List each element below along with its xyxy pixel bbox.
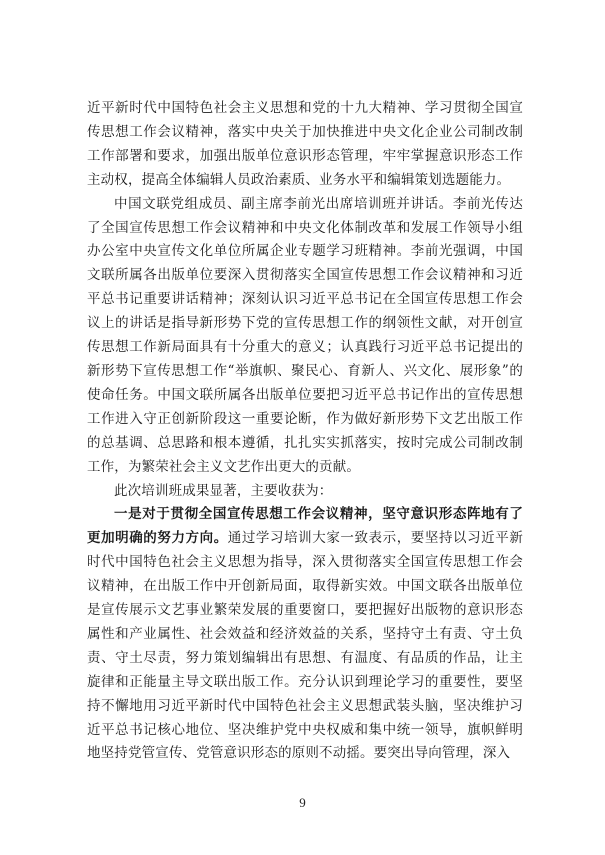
paragraph-4 bbox=[87, 503, 523, 766]
body-text bbox=[87, 97, 523, 766]
paragraph-text: 近平新时代中国特色社会主义思想和党的十九大精神、学习贯彻全国宣传思想工作会议精神，落实中央关于加快推进中央文化企业公司制改制工作部署和要求，加强出版单位意识形态管理，牢牢掌握意识形态工作主动权，提高全体编辑人员政治素质、业务水平和编辑策划选题能力。 bbox=[87, 100, 523, 188]
paragraph-text: 此次培训班成果显著，主要收获为： bbox=[114, 482, 333, 499]
paragraph-2 bbox=[87, 193, 523, 480]
paragraph-3 bbox=[87, 480, 523, 504]
paragraph-1 bbox=[87, 97, 523, 193]
paragraph-text: 通过学习培训大家一致表示，要坚持以习近平新时代中国特色社会主义思想为指导，深入贯彻落实全国宣传思想工作会议精神，在出版工作中开创新局面，取得新实效。中国文联各出版单位是宣传展示文艺事业繁荣发展的重要窗口，要把握好出版物的意识形态属性和产业属性、社会效益和经济效益的关系，坚持守土有责、守土负责、守土尽责，努力策划编辑出有思想、有温度、有品质的作品，让主旋律和正能量主导文联出版工作。充分认识到理论学习的重要性，要坚持不懈地用习近平新时代中国特色社会主义思想武装头脑，坚决维护习近平总书记核心地位、坚决维护党中央权威和集中统一领导，旗帜鲜明地坚持党管宣传、党管意识形态的原则不动摇。要突出导向管理，深入 bbox=[87, 530, 523, 762]
paragraph-text: 中国文联党组成员、副主席李前光出席培训班并讲话。李前光传达了全国宣传思想工作会议精神和中央文化体制改革和发展工作领导小组办公室中央宣传文化单位所属企业专题学习班精神。李前光强调，中国文联所属各出版单位要深入贯彻落实全国宣传思想工作会议精神和习近平总书记重要讲话精神；深刻认识习近平总书记在全国宣传思想工作会议上的讲话是指导新形势下党的宣传思想工作的纲领性文献，对开创宣传思想工作新局面具有十分重大的意义；认真践行习近平总书记提出的新形势下宣传思想工作“举旗帜、聚民心、育新人、兴文化、展形象”的使命任务。中国文联所属各出版单位要把习近平总书记作出的宣传思想工作进入守正创新阶段这一重要论断，作为做好新形势下文艺出版工作的总基调、总思路和根本遵循，扎扎实实抓落实，按时完成公司制改制工作，为繁荣社会主义文艺作出更大的贡献。 bbox=[87, 195, 523, 475]
page-number: 9 bbox=[299, 795, 306, 810]
paragraph-heading: 一是对于贯彻全国宣传思想工作会议精神，坚守意识形态阵地有了更加明确的努力方向。 bbox=[87, 506, 523, 547]
